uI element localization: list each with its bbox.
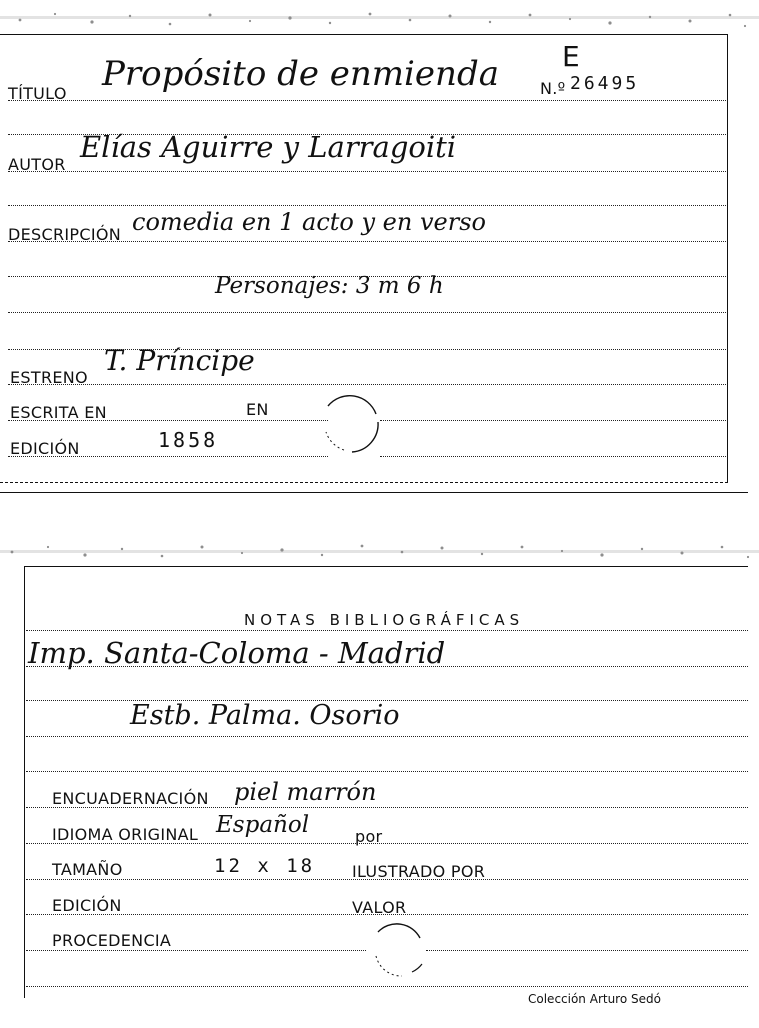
encuadernacion-value: piel marrón <box>234 778 377 806</box>
personajes-value: Personajes: 3 m 6 h <box>215 273 444 299</box>
coleccion-credit: Colección Arturo Sedó <box>528 992 661 1006</box>
card1-top-border <box>0 34 728 35</box>
rule <box>8 205 726 206</box>
por-label: por <box>355 827 383 846</box>
rule <box>8 100 726 101</box>
card1-cut-line <box>0 492 748 493</box>
card2-top-border <box>24 566 748 567</box>
tamano-label: TAMAÑO <box>52 860 123 879</box>
titulo-value: Propósito de enmienda <box>102 54 499 94</box>
edicion-label: EDICIÓN <box>10 439 80 458</box>
rule <box>26 630 748 631</box>
rule <box>26 986 748 987</box>
rule <box>8 384 726 385</box>
titulo-label: TÍTULO <box>8 84 67 103</box>
rule <box>26 736 748 737</box>
idioma-label: IDIOMA ORIGINAL <box>52 825 199 844</box>
estreno-label: ESTRENO <box>10 368 88 387</box>
note-imprenta: Imp. Santa-Coloma - Madrid <box>28 636 446 670</box>
estreno-value: T. Príncipe <box>104 344 255 377</box>
rule <box>8 171 726 172</box>
numero-label: N.º <box>540 79 566 98</box>
card1-bottom-border <box>0 482 728 483</box>
rule <box>26 950 366 951</box>
ilustrado-label: ILUSTRADO POR <box>352 862 486 881</box>
en-label: EN <box>246 400 269 419</box>
rule <box>8 312 726 313</box>
punch-hole-icon <box>318 392 384 458</box>
idioma-value: Español <box>216 812 310 838</box>
procedencia-label: PROCEDENCIA <box>52 931 172 950</box>
encuadernacion-label: ENCUADERNACIÓN <box>52 789 209 808</box>
descripcion-label: DESCRIPCIÓN <box>8 225 121 244</box>
classification-letter: E <box>562 40 580 73</box>
punch-hole-icon <box>364 920 428 982</box>
notas-heading: NOTAS BIBLIOGRÁFICAS <box>244 611 525 629</box>
autor-label: AUTOR <box>8 155 66 174</box>
autor-value: Elías Aguirre y Larragoiti <box>80 130 457 164</box>
edicion-value: 1858 <box>158 428 219 452</box>
numero-value: 26495 <box>570 73 640 94</box>
card1-right-border <box>727 34 728 482</box>
descripcion-value: comedia en 1 acto y en verso <box>132 208 486 236</box>
card2-left-border <box>24 566 25 998</box>
rule <box>380 456 726 457</box>
tamano-value: 12 x 18 <box>214 855 316 877</box>
rule <box>426 950 748 951</box>
valor-label: VALOR <box>352 898 407 917</box>
note-establecimiento: Estb. Palma. Osorio <box>130 700 400 731</box>
edicion2-label: EDICIÓN <box>52 896 122 915</box>
rule <box>26 771 748 772</box>
escrita-en-label: ESCRITA EN <box>10 403 107 422</box>
rule <box>380 420 726 421</box>
